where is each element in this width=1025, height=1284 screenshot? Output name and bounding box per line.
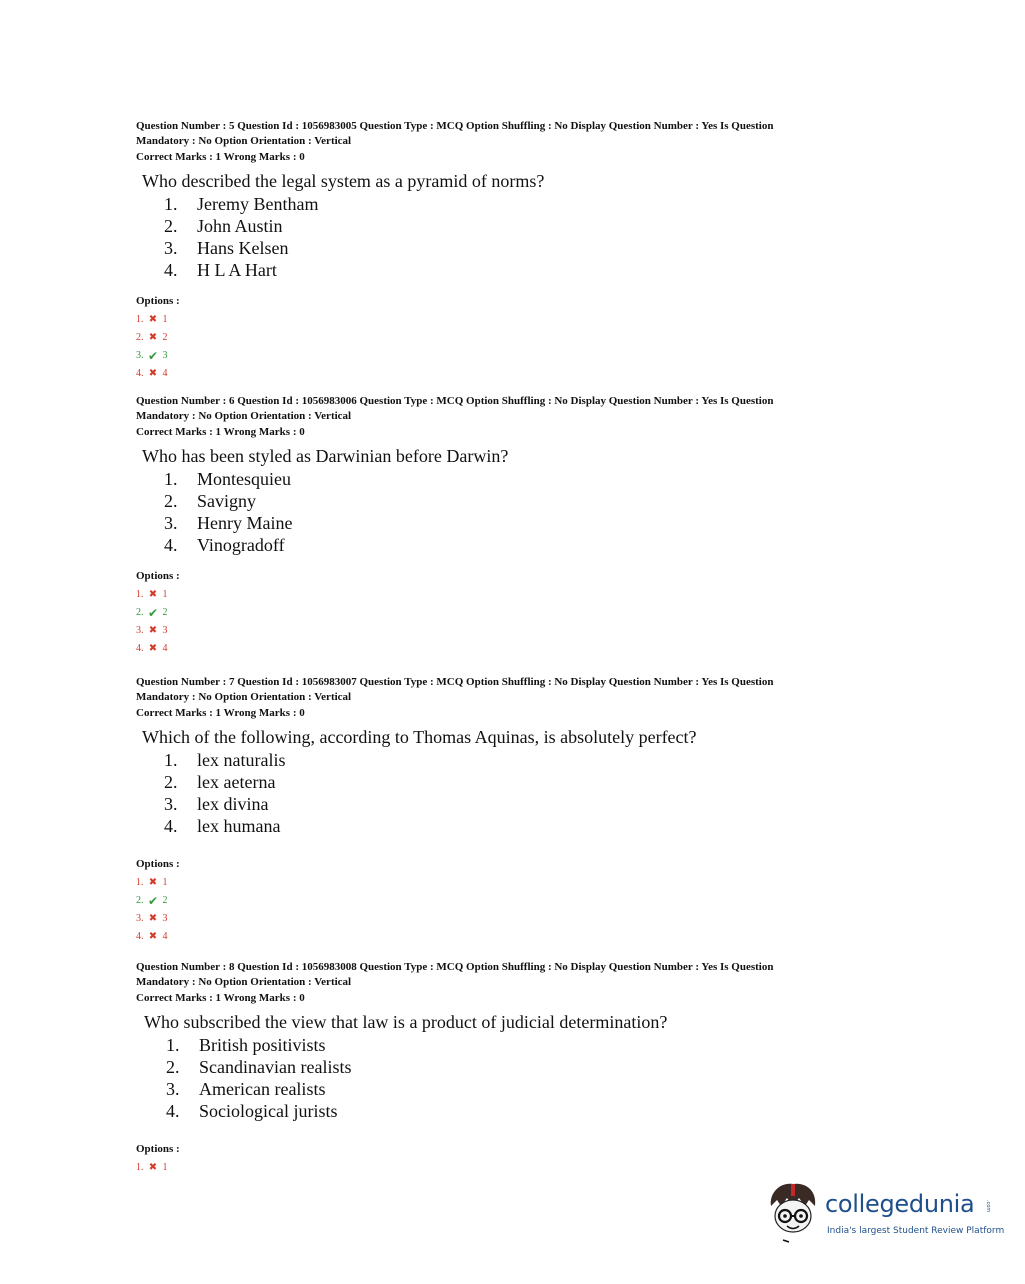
question-block-7 bbox=[136, 675, 856, 946]
options-label: Options : bbox=[136, 857, 180, 870]
answer-key-item: 1. ✖ 1 bbox=[136, 311, 856, 329]
option-text: American realists bbox=[199, 1079, 326, 1100]
option-list bbox=[164, 468, 856, 557]
question-meta-line2: Mandatory : No Option Orientation : Vertical bbox=[136, 975, 352, 988]
answer-key-item: 1. ✖ 1 bbox=[136, 1159, 856, 1177]
option-item: 4. lex humana bbox=[164, 816, 281, 837]
option-item: 1. British positivists bbox=[166, 1034, 326, 1055]
option-text: British positivists bbox=[199, 1034, 326, 1055]
options-label: Options : bbox=[136, 569, 180, 582]
option-item: 4. Sociological jurists bbox=[166, 1101, 338, 1122]
mascot-icon bbox=[765, 1176, 825, 1246]
answer-key-item: 3. ✔ 3 bbox=[136, 348, 168, 363]
cross-icon: ✖ bbox=[148, 624, 158, 636]
cross-icon: ✖ bbox=[148, 912, 158, 924]
answer-key-item: 3. ✖ 3 bbox=[136, 910, 856, 928]
option-text: Sociological jurists bbox=[199, 1101, 338, 1122]
question-meta-line2: Mandatory : No Option Orientation : Vertical bbox=[136, 409, 352, 422]
check-icon: ✔ bbox=[147, 605, 159, 620]
option-item: 2. John Austin bbox=[164, 215, 283, 236]
cross-icon: ✖ bbox=[148, 367, 158, 379]
answer-key-item: 2. ✔ 2 bbox=[136, 893, 168, 908]
answer-key-item: 1. ✖ 1 bbox=[136, 874, 856, 892]
option-item: 1. Montesquieu bbox=[164, 468, 291, 489]
options-label: Options : bbox=[136, 294, 180, 307]
option-text: lex aeterna bbox=[197, 771, 276, 792]
question-meta: Question Number : 8 Question Id : 1056983008 Question Type : MCQ Option Shuffling : No Display Question Number : Yes Is Question bbox=[136, 961, 774, 973]
option-item: 2. Scandinavian realists bbox=[166, 1056, 352, 1077]
option-text: John Austin bbox=[197, 215, 283, 236]
answer-key-item: 2. ✖ 2 bbox=[136, 329, 856, 347]
option-text: Savigny bbox=[197, 490, 257, 511]
check-icon: ✔ bbox=[147, 893, 159, 908]
cross-icon: ✖ bbox=[148, 331, 158, 343]
answer-key-item: 2. ✔ 2 bbox=[136, 605, 168, 620]
logo-name: collegedunia bbox=[825, 1190, 975, 1218]
question-block-6 bbox=[136, 394, 856, 658]
option-list bbox=[164, 749, 856, 838]
cross-icon: ✖ bbox=[148, 930, 158, 942]
option-list bbox=[166, 1034, 856, 1123]
option-item: 2. Savigny bbox=[164, 490, 257, 511]
option-text: Vinogradoff bbox=[197, 535, 285, 556]
option-item: 3. Hans Kelsen bbox=[164, 238, 289, 259]
option-text: Henry Maine bbox=[197, 513, 293, 534]
question-text: Who has been styled as Darwinian before Darwin? bbox=[142, 445, 509, 466]
cross-icon: ✖ bbox=[148, 876, 158, 888]
option-item: 3. lex divina bbox=[164, 794, 269, 815]
option-text: Montesquieu bbox=[197, 468, 291, 489]
option-item: 3. Henry Maine bbox=[164, 513, 293, 534]
question-meta: Question Number : 5 Question Id : 1056983005 Question Type : MCQ Option Shuffling : No Display Question Number : Yes Is Question bbox=[136, 120, 774, 132]
option-item: 4. Vinogradoff bbox=[164, 535, 285, 556]
option-text: lex divina bbox=[197, 794, 269, 815]
check-icon: ✔ bbox=[147, 348, 159, 363]
option-text: Jeremy Bentham bbox=[197, 193, 319, 214]
answer-key-item: 1. ✖ 1 bbox=[136, 586, 856, 604]
answer-key-item: 4. ✖ 4 bbox=[136, 640, 856, 658]
cross-icon: ✖ bbox=[148, 642, 158, 654]
marks-info: Correct Marks : 1 Wrong Marks : 0 bbox=[136, 151, 305, 163]
question-meta-line2: Mandatory : No Option Orientation : Vertical bbox=[136, 690, 352, 703]
option-text: lex naturalis bbox=[197, 749, 286, 770]
option-item: 3. American realists bbox=[166, 1079, 326, 1100]
option-text: Hans Kelsen bbox=[197, 238, 289, 259]
cross-icon: ✖ bbox=[148, 1161, 158, 1173]
answer-key-item: 4. ✖ 4 bbox=[136, 365, 856, 383]
option-item: 1. Jeremy Bentham bbox=[164, 193, 319, 214]
cross-icon: ✖ bbox=[148, 313, 158, 325]
marks-info: Correct Marks : 1 Wrong Marks : 0 bbox=[136, 707, 305, 719]
collegedunia-logo[interactable] bbox=[765, 1176, 1005, 1246]
option-text: Scandinavian realists bbox=[199, 1056, 352, 1077]
cross-icon: ✖ bbox=[148, 588, 158, 600]
marks-info: Correct Marks : 1 Wrong Marks : 0 bbox=[136, 992, 305, 1004]
marks-info: Correct Marks : 1 Wrong Marks : 0 bbox=[136, 426, 305, 438]
question-meta: Question Number : 6 Question Id : 1056983006 Question Type : MCQ Option Shuffling : No Display Question Number : Yes Is Question bbox=[136, 395, 774, 407]
logo-suffix: .com bbox=[985, 1200, 991, 1213]
question-text: Who described the legal system as a pyramid of norms? bbox=[142, 170, 545, 191]
question-block-8 bbox=[136, 960, 856, 1177]
question-text: Who subscribed the view that law is a product of judicial determination? bbox=[144, 1011, 668, 1032]
question-text: Which of the following, according to Thomas Aquinas, is absolutely perfect? bbox=[142, 726, 697, 747]
question-meta-line2: Mandatory : No Option Orientation : Vertical bbox=[136, 134, 352, 147]
answer-key-item: 4. ✖ 4 bbox=[136, 928, 856, 946]
options-label: Options : bbox=[136, 1142, 180, 1155]
option-list bbox=[164, 193, 856, 282]
question-block-5 bbox=[136, 119, 856, 383]
option-item: 4. H L A Hart bbox=[164, 260, 277, 281]
answer-key-item: 3. ✖ 3 bbox=[136, 622, 856, 640]
option-item: 2. lex aeterna bbox=[164, 771, 276, 792]
option-text: H L A Hart bbox=[197, 260, 277, 281]
option-text: lex humana bbox=[197, 816, 281, 837]
option-item: 1. lex naturalis bbox=[164, 749, 286, 770]
question-meta: Question Number : 7 Question Id : 1056983007 Question Type : MCQ Option Shuffling : No Display Question Number : Yes Is Question bbox=[136, 676, 774, 688]
logo-tagline: India's largest Student Review Platform bbox=[827, 1226, 1005, 1236]
